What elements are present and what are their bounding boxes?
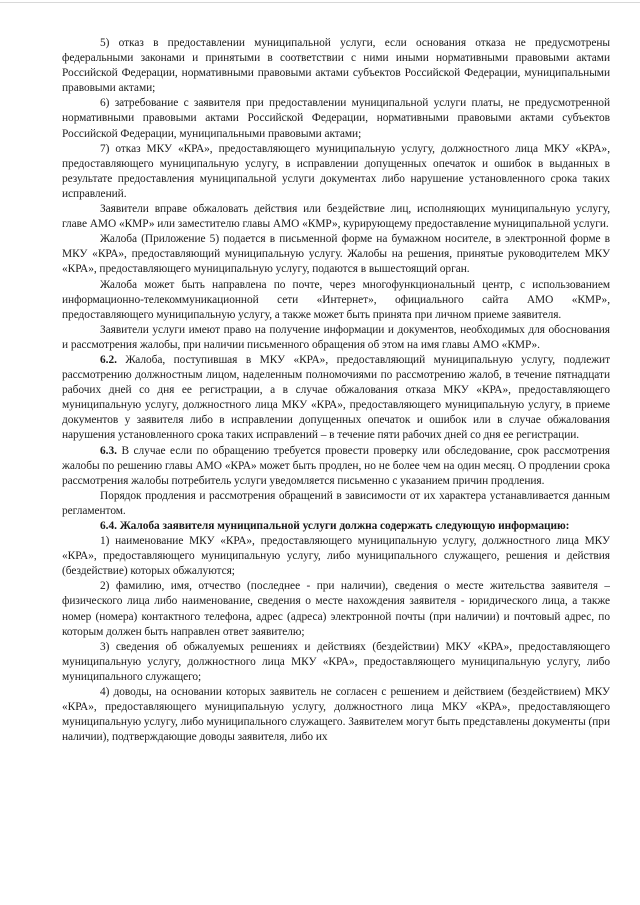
paragraph-requirement-1: 1) наименование МКУ «КРА», предоставляющего муниципальную услугу, должностного лица МКУ «КРА», предоставляющего муниципальную услугу, либо муниципального служащего, решения и действия (бездействие) которых обжалуются; [62, 535, 610, 578]
section-number: 6.3. [100, 444, 117, 457]
section-number: 6.4. [100, 520, 117, 532]
paragraph-section-6-2: 6.2. Жалоба, поступившая в МКУ «КРА», предоставляющий муниципальную услугу, подлежит рассмотрению должностным лицом, наделенным полномочиями по рассмотрению жалоб, в течение пятнадцати рабочих дней со дня ее регистрации, а в случае обжалования отказа МКУ «КРА», предоставляющего муниципальную услугу, должностного лица МКУ «КРА», предоставляющего муниципальную услугу, в приеме документов у заявителя либо в исправлении допущенных опечаток и ошибок или в случае обжалования нарушения установленного срока таких исправлений – в течение пяти рабочих дней со дня ее регистрации. [62, 353, 610, 442]
paragraph-requirement-4: 4) доводы, на основании которых заявитель не согласен с решением и действием (бездействием) МКУ «КРА», предоставляющего муниципальную услугу, должностного лица МКУ «КРА», предоставляющего муниципальную услугу, либо муниципального служащего. Заявителем могут быть представлены документы (при наличии), подтверждающие доводы заявителя, либо их [62, 686, 610, 744]
paragraph-refusal-item-5: 5) отказ в предоставлении муниципальной услуги, если основания отказа не предусмотрены федеральными законами и принятыми в соответствии с ними иными нормативными правовыми актами Российской Федерации, нормативными правовыми актами субъектов Российской Федерации, муниципальными правовыми актами; [62, 37, 610, 95]
page-top-edge [0, 2, 640, 3]
paragraph-section-6-4-heading: 6.4. Жалоба заявителя муниципальной услуги должна содержать следующую информацию: [100, 520, 570, 532]
paragraph-complaint-form: Жалоба (Приложение 5) подается в письменной форме на бумажном носителе, в электронной форме в МКУ «КРА», предоставляющий муниципальную услугу. Жалобы на решения, принятые руководителем МКУ «КРА», предоставляющего муниципальную услугу, подаются в вышестоящий орган. [62, 233, 610, 276]
paragraph-requirement-2: 2) фамилию, имя, отчество (последнее - при наличии), сведения о месте жительства заявителя – физического лица либо наименование, сведения о месте нахождения заявителя - юридического лица, а также номер (номера) контактного телефона, адрес (адреса) электронной почты (при наличии) и почтовый адрес, по которым должен быть направлен ответ заявителю; [62, 580, 610, 638]
paragraph-section-6-3: 6.3. В случае если по обращению требуется провести проверку или обследование, срок рассмотрения жалобы по решению главы АМО «КРА» может быть продлен, но не более чем на один месяц. О продлении срока рассмотрения жалобы потребитель услуги уведомляется письменно с указанием причин продления. [62, 444, 610, 487]
section-number: 6.2. [100, 353, 117, 366]
document-page [62, 36, 610, 896]
paragraph-complaint-channels: Жалоба может быть направлена по почте, через многофункциональный центр, с использованием информационно-телекоммуникационной сети «Интернет», официального сайта АМО «КМР», предоставляющего муниципальную услугу, а также может быть принята при личном приеме заявителя. [62, 278, 610, 321]
paragraph-appeal-rights: Заявители вправе обжаловать действия или бездействие лиц, исполняющих муниципальную услугу, главе АМО «КМР» или заместителю главы АМО «КМР», курирующему предоставление муниципальной услуги. [62, 203, 610, 231]
paragraph-information-right: Заявители услуги имеют право на получение информации и документов, необходимых для обоснования и рассмотрения жалобы, при наличии письменного обращения об этом на имя главы АМО «КМР». [62, 323, 610, 351]
paragraph-procedure: Порядок продления и рассмотрения обращений в зависимости от их характера устанавливается данным регламентом. [62, 489, 610, 517]
paragraph-correction-item-7: 7) отказ МКУ «КРА», предоставляющего муниципальную услугу, должностного лица МКУ «КРА», предоставляющего муниципальную услугу, в исправлении допущенных опечаток и ошибок в выданных в результате предоставления муниципальной услуги документах либо нарушение установленного срока таких исправлений. [62, 142, 610, 200]
paragraph-requirement-3: 3) сведения об обжалуемых решениях и действиях (бездействии) МКУ «КРА», предоставляющего муниципальную услугу, должностного лица МКУ «КРА», предоставляющего муниципальную услугу, либо муниципального служащего; [62, 640, 610, 683]
paragraph-fee-item-6: 6) затребование с заявителя при предоставлении муниципальной услуги платы, не предусмотренной нормативными правовыми актами Российской Федерации, нормативными правовыми актами субъектов Российской Федерации, муниципальными правовыми актами; [62, 97, 610, 140]
